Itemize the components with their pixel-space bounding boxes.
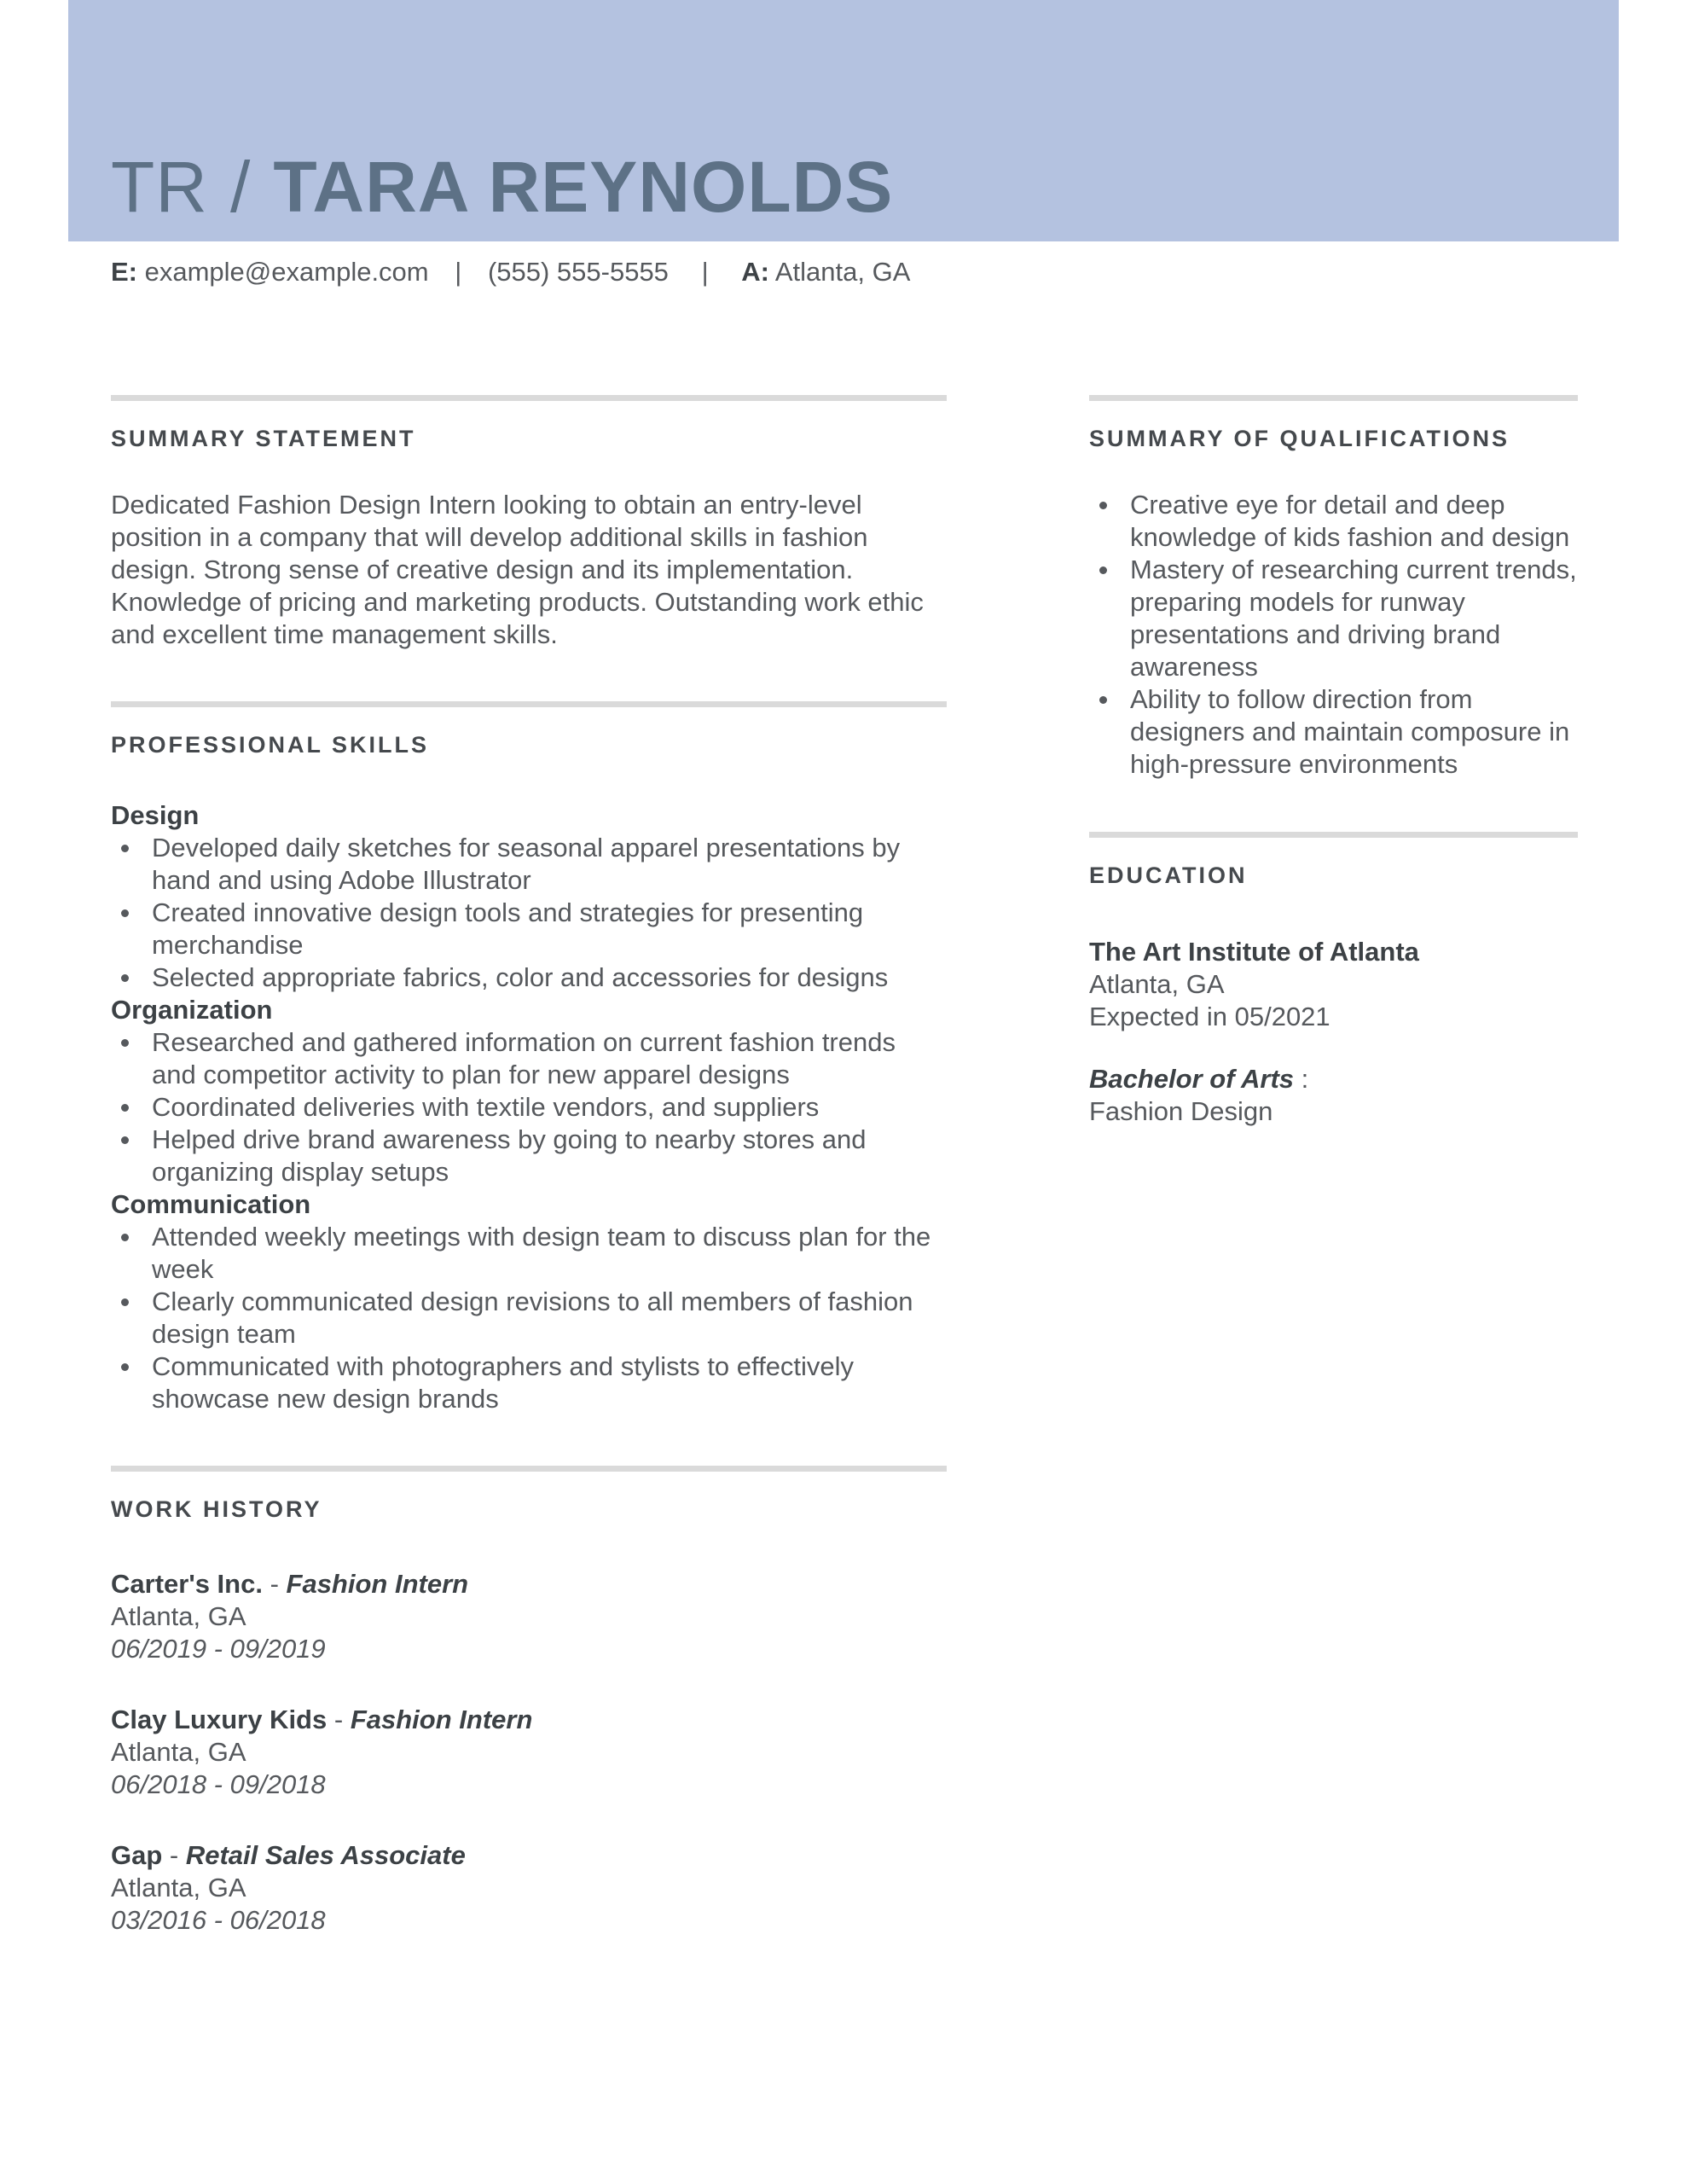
school-name: The Art Institute of Atlanta [1089, 937, 1419, 967]
bullet-icon [121, 1363, 129, 1371]
job-location: Atlanta, GA [111, 1737, 246, 1767]
list-item [111, 832, 947, 897]
job-entry [111, 1839, 947, 1937]
list-item [111, 1091, 947, 1124]
address-label: A: [741, 257, 769, 287]
bullet-text: Communicated with photographers and stylists to effectively showcase new design brands [152, 1351, 855, 1414]
job-title-line [111, 1839, 947, 1872]
bullet-text: Researched and gathered information on current fashion trends and competitor activity to plan for new apparel designs [152, 1027, 896, 1089]
address-value: Atlanta, GA [774, 257, 911, 287]
job-separator: - [162, 1840, 186, 1870]
bullet-icon [1099, 502, 1107, 509]
bullet-text: Coordinated deliveries with textile vendors, and suppliers [152, 1092, 820, 1122]
education-entry [1089, 936, 1578, 1128]
company-name: Gap [111, 1840, 163, 1870]
left-column [111, 395, 947, 1975]
summary-statement-text: Dedicated Fashion Design Intern looking to obtain an entry-level position in a company that will develop additional skills in fashion design. Strong sense of creative design and its implementation. Knowledge of pricing and marketing products. Outstanding work ethic and excellent time management skills. [111, 490, 924, 649]
right-column [1089, 395, 1578, 1975]
bullet-text: Helped drive brand awareness by going to nearby stores and organizing display setups [152, 1124, 867, 1187]
company-name: Clay Luxury Kids [111, 1705, 328, 1734]
list-item [111, 961, 947, 994]
bullet-icon [121, 1039, 129, 1047]
section-divider [1089, 832, 1578, 838]
contact-separator: | [455, 257, 462, 287]
work-history-heading: WORK HISTORY [111, 1496, 322, 1522]
content-columns [111, 395, 1578, 1975]
job-dates: 03/2016 - 06/2018 [111, 1905, 326, 1935]
list-item [111, 1026, 947, 1091]
list-item [1089, 489, 1578, 554]
name-line [68, 147, 894, 241]
list-item [1089, 554, 1578, 683]
bullet-icon [121, 1136, 129, 1144]
email-label: E: [111, 257, 137, 287]
contact-separator: | [701, 257, 709, 287]
list-item [111, 1350, 947, 1415]
section-divider [111, 395, 947, 401]
bullet-icon [121, 909, 129, 917]
education-heading: EDUCATION [1089, 863, 1248, 888]
skill-group-title: Design [111, 800, 200, 830]
bullet-icon [121, 974, 129, 982]
full-name: TARA REYNOLDS [273, 147, 894, 227]
job-dates: 06/2019 - 09/2019 [111, 1634, 326, 1664]
section-divider [1089, 395, 1578, 401]
job-separator: - [327, 1705, 351, 1734]
qualifications-list [1089, 489, 1578, 781]
list-item [111, 1124, 947, 1188]
list-item [111, 1221, 947, 1286]
phone-value: (555) 555-5555 [487, 257, 669, 287]
job-dates: 06/2018 - 09/2018 [111, 1769, 326, 1799]
section-divider [111, 701, 947, 707]
skill-group-title: Communication [111, 1189, 311, 1219]
header-band [68, 0, 1619, 241]
bullet-text: Clearly communicated design revisions to all members of fashion design team [152, 1287, 913, 1349]
school-location: Atlanta, GA [1089, 969, 1225, 999]
job-separator: - [262, 1569, 287, 1599]
qualifications-heading: SUMMARY OF QUALIFICATIONS [1089, 426, 1510, 451]
bullet-icon [121, 845, 129, 852]
bullet-icon [1099, 566, 1107, 574]
job-entry [111, 1704, 947, 1801]
job-role: Fashion Intern [350, 1705, 533, 1734]
bullet-text: Mastery of researching current trends, preparing models for runway presentations and driving brand awareness [1130, 555, 1577, 682]
job-title-line [111, 1704, 947, 1736]
degree-line [1089, 1063, 1578, 1095]
professional-skills-heading: PROFESSIONAL SKILLS [111, 732, 430, 758]
degree-colon: : [1294, 1064, 1309, 1094]
graduation-date: Expected in 05/2021 [1089, 1002, 1330, 1031]
bullet-text: Creative eye for detail and deep knowledge of kids fashion and design [1130, 490, 1570, 552]
job-role: Retail Sales Associate [185, 1840, 466, 1870]
job-entry [111, 1568, 947, 1665]
company-name: Carter's Inc. [111, 1569, 263, 1599]
list-item [1089, 683, 1578, 781]
degree-field: Fashion Design [1089, 1096, 1273, 1126]
bullet-text: Ability to follow direction from designers and maintain composure in high-pressure environments [1130, 684, 1570, 779]
list-item [111, 897, 947, 961]
job-title-line [111, 1568, 947, 1600]
job-list [111, 1568, 947, 1937]
bullet-text: Developed daily sketches for seasonal apparel presentations by hand and using Adobe Illustrator [152, 833, 901, 895]
bullet-text: Attended weekly meetings with design team to discuss plan for the week [152, 1222, 931, 1284]
section-divider [111, 1466, 947, 1472]
summary-statement-heading: SUMMARY STATEMENT [111, 426, 416, 451]
initials: TR [111, 147, 208, 227]
bullet-text: Created innovative design tools and strategies for presenting merchandise [152, 897, 864, 960]
bullet-icon [121, 1298, 129, 1306]
bullet-icon [121, 1234, 129, 1241]
job-location: Atlanta, GA [111, 1601, 246, 1631]
job-location: Atlanta, GA [111, 1873, 246, 1902]
list-item [111, 1286, 947, 1350]
bullet-icon [1099, 696, 1107, 704]
slash-divider: / [229, 147, 252, 227]
job-role: Fashion Intern [286, 1569, 469, 1599]
skill-group-title: Organization [111, 995, 273, 1025]
bullet-icon [121, 1104, 129, 1112]
bullet-text: Selected appropriate fabrics, color and accessories for designs [152, 962, 889, 992]
degree-name: Bachelor of Arts [1089, 1064, 1295, 1094]
email-value: example@example.com [144, 257, 429, 287]
skills-groups [111, 799, 947, 1415]
contact-line [111, 256, 910, 288]
